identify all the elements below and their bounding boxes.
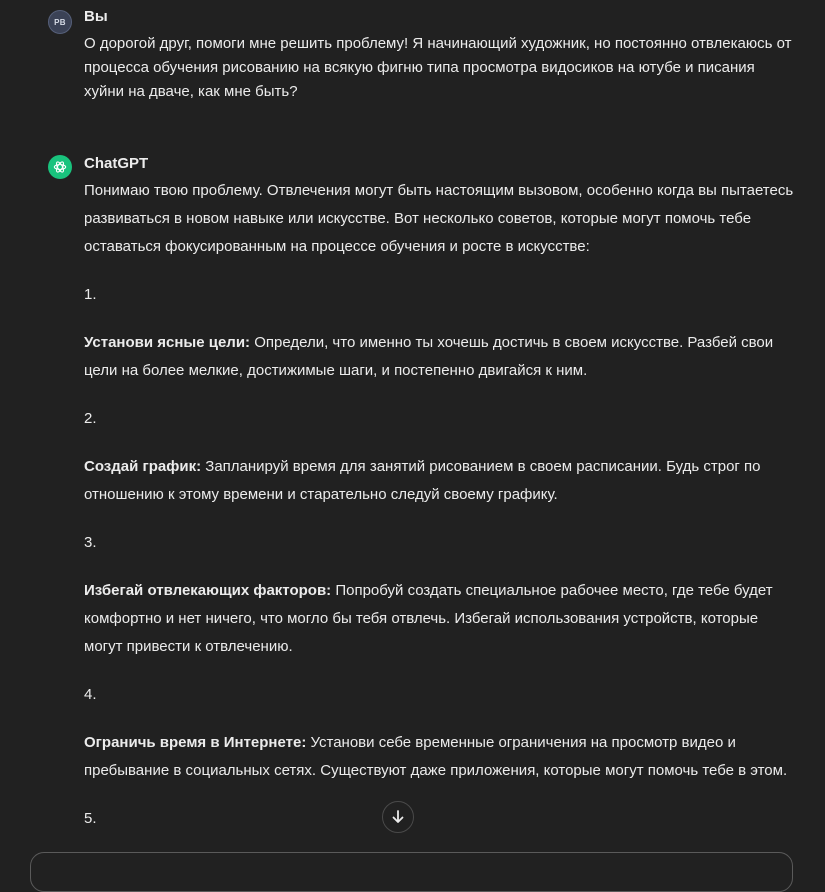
list-item-text: Установи себе временные ограничения на просмотр видео и пребывание в социальных сетях. Существуют даже приложения, которые могут помочь тебе в этом.: [84, 734, 788, 779]
scroll-to-bottom-button[interactable]: [382, 801, 414, 833]
list-item-number: 5.: [84, 810, 97, 827]
list-item-number: 2.: [84, 410, 97, 427]
list-item: [84, 329, 795, 385]
list-item-title: Создай график:: [84, 458, 202, 475]
list-item-text: Определи, что именно ты хочешь достичь в своем искусстве. Разбей свои цели на более мелкие, достижимые шаги, и постепенно двигайся к ним.: [84, 334, 774, 379]
list-item-text: Запланируй время для занятий рисованием в своем расписании. Будь строг по отношению к этому времени и старательно следуй своему графику.: [84, 458, 761, 503]
arrow-down-icon: [390, 809, 406, 825]
message-composer[interactable]: [30, 852, 793, 892]
list-item-text: Попробуй создать специальное рабочее место, где тебе будет комфортно и нет ничего, что могло бы тебя отвлечь. Избегай использования устройств, которые могут привести к отвлечению.: [84, 582, 773, 655]
assistant-avatar: [48, 155, 72, 179]
list-item-number: 3.: [84, 534, 97, 551]
assistant-message: [48, 155, 795, 859]
user-avatar-initials: PB: [54, 17, 66, 27]
list-item: [84, 453, 795, 509]
user-author-name: Вы: [84, 8, 108, 25]
list-item: [84, 577, 795, 661]
list-item-title: Ограничь время в Интернете:: [84, 734, 307, 751]
user-message: [48, 10, 795, 110]
list-item-title: Избегай отвлекающих факторов:: [84, 582, 332, 599]
assistant-intro: Понимаю твою проблему. Отвлечения могут быть настоящим вызовом, особенно когда вы пытаетесь развиваться в новом навыке или искусстве. Вот несколько советов, которые могут помочь тебе оставаться фокусированным на процессе обучения и росте в искусстве:: [84, 182, 794, 255]
user-message-text: О дорогой друг, помоги мне решить проблему! Я начинающий художник, но постоянно отвлекаюсь от процесса обучения рисованию на всякую фигню типа просмотра видосиков на ютубе и писания хуйни на дваче, как мне быть?: [84, 35, 792, 100]
list-item-number: 4.: [84, 686, 97, 703]
list-item-title: Установи ясные цели:: [84, 334, 251, 351]
user-avatar[interactable]: [48, 10, 72, 34]
list-item-number: 1.: [84, 286, 97, 303]
list-item: [84, 729, 795, 785]
openai-logo-icon: [52, 159, 68, 175]
assistant-author-name: ChatGPT: [84, 155, 149, 172]
